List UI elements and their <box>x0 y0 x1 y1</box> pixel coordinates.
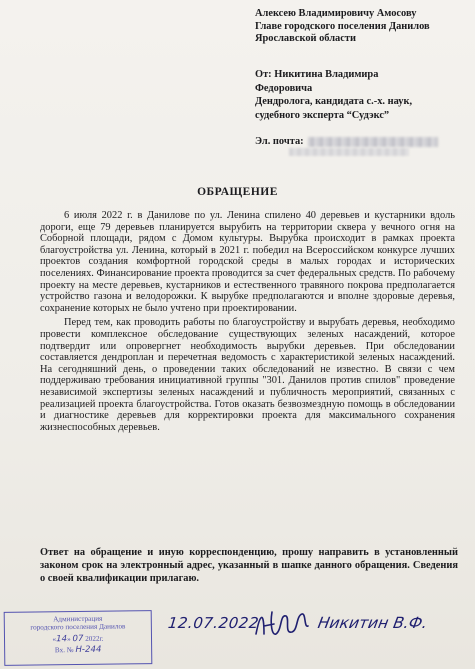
document-title: ОБРАЩЕНИЕ <box>197 186 278 198</box>
sender-block <box>255 68 467 122</box>
stamp-number: Н-244 <box>75 644 102 656</box>
stamp-month: 07 <box>72 633 84 644</box>
recipient-line: Алексею Владимировичу Амосову <box>255 8 417 19</box>
signature-name: Никитин В.Ф. <box>316 614 429 632</box>
stamp-date-row: «14» 07 2022г. <box>52 633 104 645</box>
body-paragraph: Перед тем, как проводить работы по благоустройству и вырубать деревья, необходимо провести комплексное обследование существующих зеленых насаждений, которое подтвердит или опровергнет необходимость вырубки деревьев. При обследовании составляется дендроплан и перечетная ведомость с характеристикой зеленых насаждений. На сегодняшний день, о проведении таких обследований не известно. В связи с чем поддерживаю требования инициативной группы "301. Данилов против спилов" проведение независимой экспертизы зеленых насаждений и публичность мероприятий, связанных с реализацией проекта благоустройства. Готов оказать безвозмездную помощь в обследовании и диагностике деревьев для корректировки проекта для максимального сохранения жизнеспособных деревьев. <box>40 317 455 433</box>
sender-line: судебного эксперта “Судэкс” <box>255 109 390 121</box>
sender-line: Дендролога, кандидата с.-х. наук, <box>255 96 413 108</box>
recipient-block <box>255 8 467 46</box>
stamp-number-label: Вх. № <box>54 646 74 655</box>
sender-line: Федоровича <box>255 82 313 94</box>
registration-stamp <box>4 610 153 666</box>
recipient-line: Ярославской области <box>255 33 356 45</box>
email-label: Эл. почта: <box>255 136 304 147</box>
closing-request: Ответ на обращение и иную корреспонденцию, прошу направить в установленный законом срок на электронный адрес, указанный в шапке данного обращения. Сведения о своей квалификации прилагаю. <box>40 547 458 584</box>
document-body <box>40 210 455 436</box>
stamp-day: 14 <box>56 633 68 645</box>
stamp-number-row <box>11 645 145 655</box>
signature-date: 12.07.2022 <box>167 614 260 632</box>
body-paragraph: 6 июля 2022 г. в Данилове по ул. Ленина спилено 40 деревьев и кустарники вдоль дороги, еще 79 деревьев планируется вырубить на территории сквера у вечного огня на Соборной площади, рядом с Домом культуры. Вырубка происходит в рамках проекта благоустройства ул. Ленина, который в 2021 г. победил на Всероссийском конкурсе лучших проектов создания комфортной городской среды в малых городах и исторических поселениях. Финансирование проекта проводится за счет федеральных средств. По рабочему проекту на месте деревьев, кустарников и естественного травяного покрова предполагается устройство газона и велодорожки. К вырубке предполагаются и вполне здоровые деревья, сохранение которых не было учтено при проектировании. <box>40 210 455 314</box>
signature-mark <box>252 604 312 644</box>
stamp-org-line: городского поселения Данилов <box>30 622 126 632</box>
recipient-line: Главе городского поселения Данилов <box>255 20 430 32</box>
redacted-email <box>308 137 438 147</box>
email-line <box>255 136 438 147</box>
stamp-year: 2022г. <box>85 634 104 643</box>
stamp-org-line: Администрация <box>53 614 103 624</box>
redacted-phone <box>289 148 409 156</box>
sender-line: От: Никитина Владимира <box>255 69 379 80</box>
